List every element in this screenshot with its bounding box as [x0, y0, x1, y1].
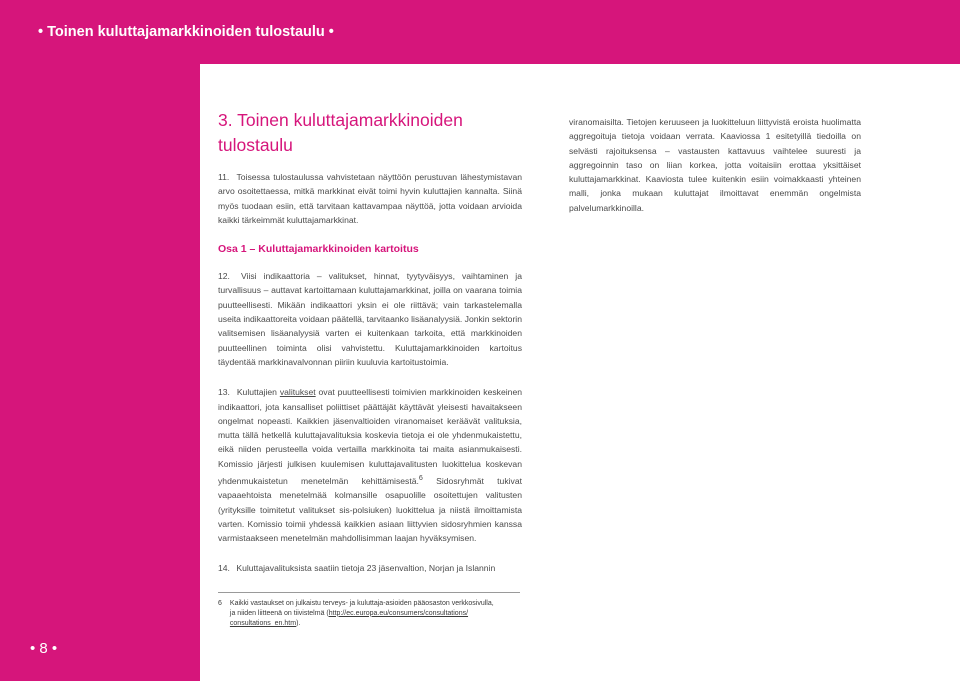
left-margin-band: [0, 64, 200, 681]
footnote-line-2-end: ).: [296, 619, 301, 627]
paragraph-text: Kuluttajavalituksista saatiin tietoja 23 jäsenvaltion, Norjan ja Islannin: [236, 563, 496, 574]
paragraph-text-end: Sidosryhmät tukivat vapaaehtoista menetelmää kolmansille osapuolille osoitettujen valitusten (yrityksille toimitetut valitukset sis-polsiuken) luokittelua ja niistä ilmoittamista varten. Komissio toimii yhdessä kaikkien asiaan liittyvien sidosryhmien kanssa varmistaakseen menetelmän mahdollisimman laajan hyväksymisen.: [218, 475, 522, 544]
footnote-reference[interactable]: 6: [418, 474, 423, 483]
paragraph-number: 12.: [218, 271, 230, 282]
left-column: [218, 108, 522, 629]
paragraph-11: [218, 170, 522, 227]
section-title: 3. Toinen kuluttajamarkkinoiden tulostaulu: [218, 110, 463, 155]
paragraph-12: [218, 269, 522, 369]
footnote-line-1: Kaikki vastaukset on julkaistu terveys- ja kuluttaja-asioiden pääosaston verkkosivulla,: [229, 599, 494, 607]
footnote-number: 6: [218, 599, 222, 607]
paragraph-text-middle: ovat puutteellisesti toimivien markkinoiden keskeinen indikaattori, jota kansalliset poliittiset päättäjät käyttävät yleisesti havaitakseen ongelmat nopeasti. Kaikkien jäsenvaltioiden viranomaiset keräävät valituksia, mutta tällä hetkellä kuluttajavalituksia koskevia tietoja ei ole yhdenmukaistettu, eikä niiden perusteella voida vertailla markkinoita tai maita asianmukaisesti. Komissio järjesti julkisen kuulemisen kuluttajavalitusten luokittelua koskevan yhdenmukaistetun menetelmän kehittämisestä.: [218, 387, 523, 486]
footnote-divider: [218, 592, 520, 593]
paragraph-number: 13.: [218, 387, 230, 398]
page-content: [200, 64, 960, 681]
right-column: [569, 115, 861, 231]
paragraph-text-start: Kuluttajien: [236, 387, 280, 398]
paragraph-14: [218, 561, 522, 575]
paragraph-text: – auttavat kartoittamaan kuluttajamarkkinat, joilla on vaarana toimia puutteellisesti. Mikään indikaattori yksin ei ole riittävä; vain tarkastelemalla useita indikaattoreita voidaan päätellä, tarvitaanko lisäanalyysiä. Jonkin sektorin valitsemisen lisäanalyysiä varten ei kuitenkaan tarkoita, että markkinoiden puutteellinen toiminta olisi vahvistettu. Kuluttajamarkkinoiden kartoitus täydentää markkinavalvonnan piiriin kuuluvia kartoitustoimia.: [218, 285, 522, 367]
paragraph-number: 14.: [218, 563, 230, 574]
paragraph-text: Toisessa tulostaulussa vahvistetaan näyttöön perustuvan lähestymistavan arvo osoitettaessa, mitkä markkinat eivät toimi hyvin kuluttajien kannalta. Siinä myös tuodaan esiin, että tarvitaan kattavampaa näyttöä, jotta voidaan arvioida kaikki tärkeimmät kuluttajamarkkinat.: [218, 172, 522, 225]
page-number: • 8 •: [30, 640, 58, 657]
footnote-text: [230, 599, 522, 629]
paragraph-lead: Viisi indikaattoria – valitukset, hinnat, tyytyväisyys, vaihtaminen ja turvallisuus: [218, 271, 523, 296]
part-title: Osa 1 – Kuluttajamarkkinoiden kartoitus: [218, 243, 419, 256]
underlined-term: valitukset: [279, 387, 316, 398]
paragraph-number: 11.: [218, 172, 230, 182]
running-header: • Toinen kuluttajamarkkinoiden tulostaulu •: [38, 24, 334, 40]
header-band: [0, 0, 960, 64]
footnote-line-2-start: ja niiden liitteenä on tiivistelmä (: [229, 609, 329, 617]
footnote: [218, 599, 522, 629]
paragraph-13: [218, 385, 522, 545]
paragraph-14-continued: viranomaisilta. Tietojen keruuseen ja luokitteluun liittyvistä eroista huolimatta aggregoituja tietoja voidaan verrata. Kaaviossa 1 esitetyillä tiedoilla on selvästi rajoituksensa – vastausten kattavuus vaihtelee suuresti ja aggregoinnin taso on liian korkea, jotta voitaisiin erottaa yksittäiset kuluttajamarkkinat. Kaaviosta tulee kuitenkin esiin voimakkaasti yhteinen malli, jonka mukaan kuluttajat ilmoittavat enemmän ongelmista palvelumarkkinoilla.: [569, 117, 861, 213]
footnote-link[interactable]: http://ec.europa.eu/consumers/consultations/ consultations_en.htm: [229, 609, 469, 627]
